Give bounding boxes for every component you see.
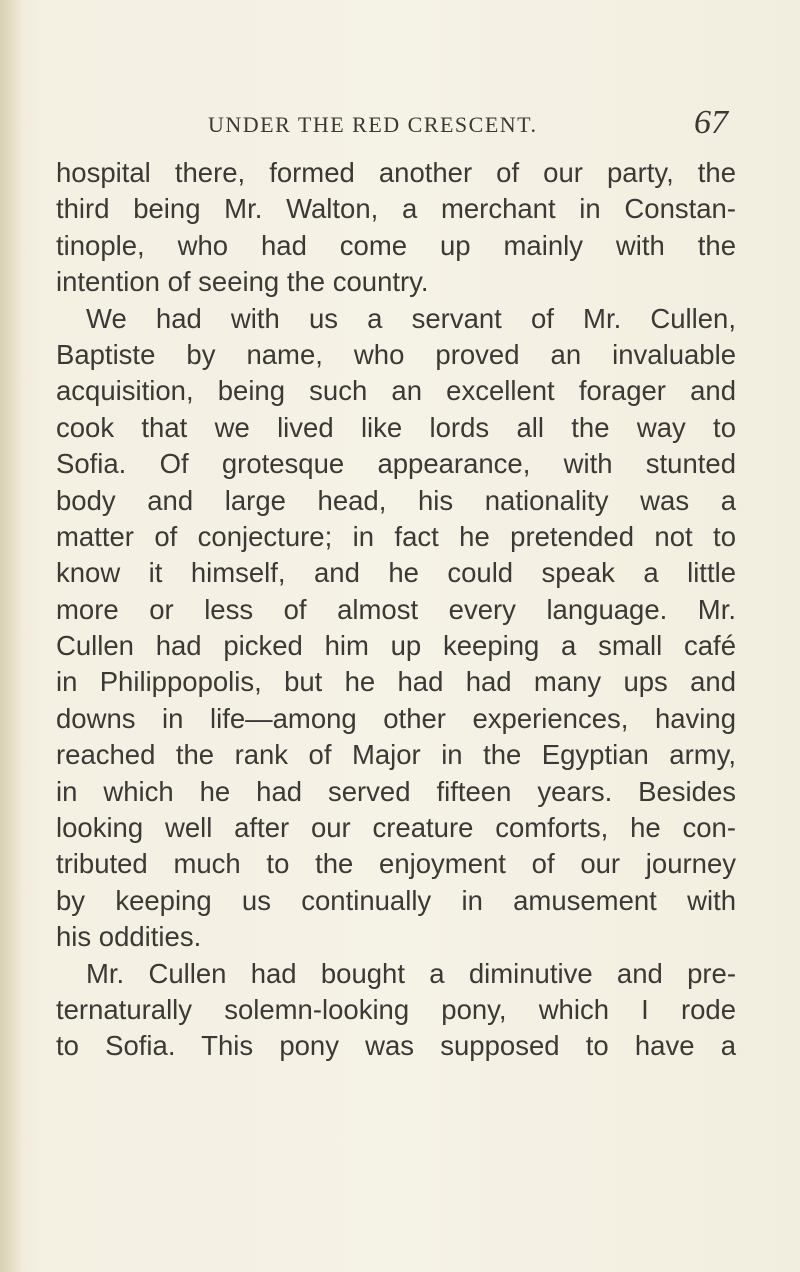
text-line: know it himself, and he could speak a little — [56, 557, 736, 589]
page-number: 67 — [694, 104, 728, 141]
text-line: intention of seeing the country. — [56, 266, 429, 298]
binding-shadow — [0, 0, 22, 1272]
page-header — [208, 104, 728, 148]
text-line: Mr. Cullen had bought a diminutive and pre- — [86, 957, 736, 989]
body-text — [56, 155, 736, 1065]
text-line: acquisition, being such an excellent forager and — [56, 375, 736, 407]
text-line: in Philippopolis, but he had had many ups and — [56, 666, 736, 698]
text-line: by keeping us continually in amusement with — [56, 884, 736, 916]
text-line: body and large head, his nationality was a — [56, 484, 736, 516]
text-line: hospital there, formed another of our party, the — [56, 157, 736, 188]
running-head: UNDER THE RED CRESCENT. — [208, 112, 538, 137]
text-line: Sofia. Of grotesque appearance, with stunted — [56, 448, 736, 480]
text-line: downs in life—among other experiences, having — [56, 702, 736, 734]
text-line: in which he had served fifteen years. Besides — [56, 775, 736, 807]
text-line: cook that we lived like lords all the way to — [56, 411, 736, 443]
text-line: reached the rank of Major in the Egyptian army, — [56, 739, 736, 771]
text-line: his oddities. — [56, 921, 202, 953]
text-line: Baptiste by name, who proved an invaluable — [56, 338, 736, 370]
text-line: tinople, who had come up mainly with the — [56, 229, 736, 261]
text-line: more or less of almost every language. Mr. — [56, 593, 736, 625]
text-line: We had with us a servant of Mr. Cullen, — [86, 302, 736, 334]
text-line: matter of conjecture; in fact he pretended not to — [56, 520, 736, 552]
text-line: looking well after our creature comforts, he con- — [56, 812, 736, 844]
text-line: Cullen had picked him up keeping a small café — [56, 630, 736, 662]
text-line: ternaturally solemn-looking pony, which I rode — [56, 993, 736, 1025]
text-line: third being Mr. Walton, a merchant in Constan- — [56, 193, 736, 225]
text-line: tributed much to the enjoyment of our journey — [56, 848, 736, 880]
text-line: to Sofia. This pony was supposed to have a — [56, 1030, 736, 1062]
